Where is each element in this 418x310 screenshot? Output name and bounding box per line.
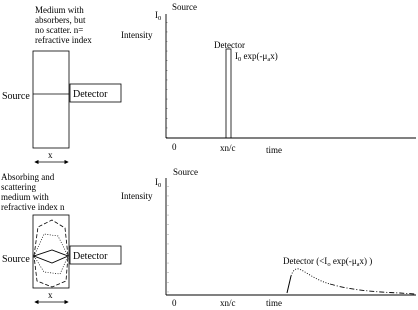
bottom-scatter-path-1: [34, 220, 68, 287]
top-y-axis-label: $I_0$: [155, 10, 162, 22]
top-detector-label: Detector: [73, 89, 108, 100]
top-intensity-label: Intensity: [121, 30, 153, 40]
top-caption-line-3: no scatter. n=: [35, 25, 84, 35]
top-tick-xnc: xn/c: [220, 143, 236, 153]
top-caption-line-1: Medium with: [35, 5, 84, 15]
top-source-label: Source: [2, 91, 30, 102]
bottom-source-marker-label: Source: [173, 167, 198, 177]
top-caption-line-4: refractive index: [35, 35, 92, 45]
top-medium-panel: [2, 5, 121, 162]
bottom-detector-rise: [287, 276, 291, 293]
top-source-marker-label: Source: [172, 2, 197, 12]
bottom-scatter-path-2: [34, 234, 68, 256]
top-width-label: x: [48, 150, 53, 160]
top-x-axis-label: time: [266, 145, 282, 155]
top-detector-pulse: [226, 49, 231, 138]
bottom-detector-tail-dashed: [330, 284, 416, 294]
bottom-width-label: x: [48, 290, 53, 300]
bottom-scatter-path-4: [34, 250, 68, 263]
bottom-medium-caption: [1, 172, 65, 212]
bottom-y-axis-label: $I_0$: [155, 177, 162, 189]
bottom-detector-label: Detector: [73, 251, 108, 262]
bottom-caption-line-1: Absorbing and: [1, 172, 55, 182]
bottom-medium-block: [33, 215, 69, 288]
bottom-detector-peak-dotted: [291, 269, 330, 284]
bottom-intensity-plot: [121, 167, 416, 308]
top-intensity-plot: [121, 2, 416, 155]
top-detector-formula: $I_0$ $\exp(-\mu_ax)$: [235, 51, 278, 63]
bottom-x-axis-label: time: [266, 298, 282, 308]
top-medium-caption: [35, 5, 92, 45]
bottom-caption-line-4: refractive index n: [1, 202, 65, 212]
bottom-detector-peak-label: Detector ($<I_o$ $\exp(-\mu_ax)$ ): [283, 256, 373, 268]
bottom-intensity-label: Intensity: [121, 191, 153, 201]
bottom-medium-panel: [1, 172, 121, 302]
top-detector-peak-label: Detector: [214, 40, 245, 50]
top-tick-zero: 0: [172, 142, 177, 152]
top-medium-block: [33, 51, 69, 148]
bottom-tick-xnc: xn/c: [220, 298, 236, 308]
bottom-source-label: Source: [2, 254, 30, 265]
bottom-caption-line-2: scattering: [1, 182, 36, 192]
bottom-caption-line-3: medium with: [1, 192, 49, 202]
top-caption-line-2: absorbers, but: [35, 15, 86, 25]
bottom-tick-zero: 0: [172, 298, 177, 308]
